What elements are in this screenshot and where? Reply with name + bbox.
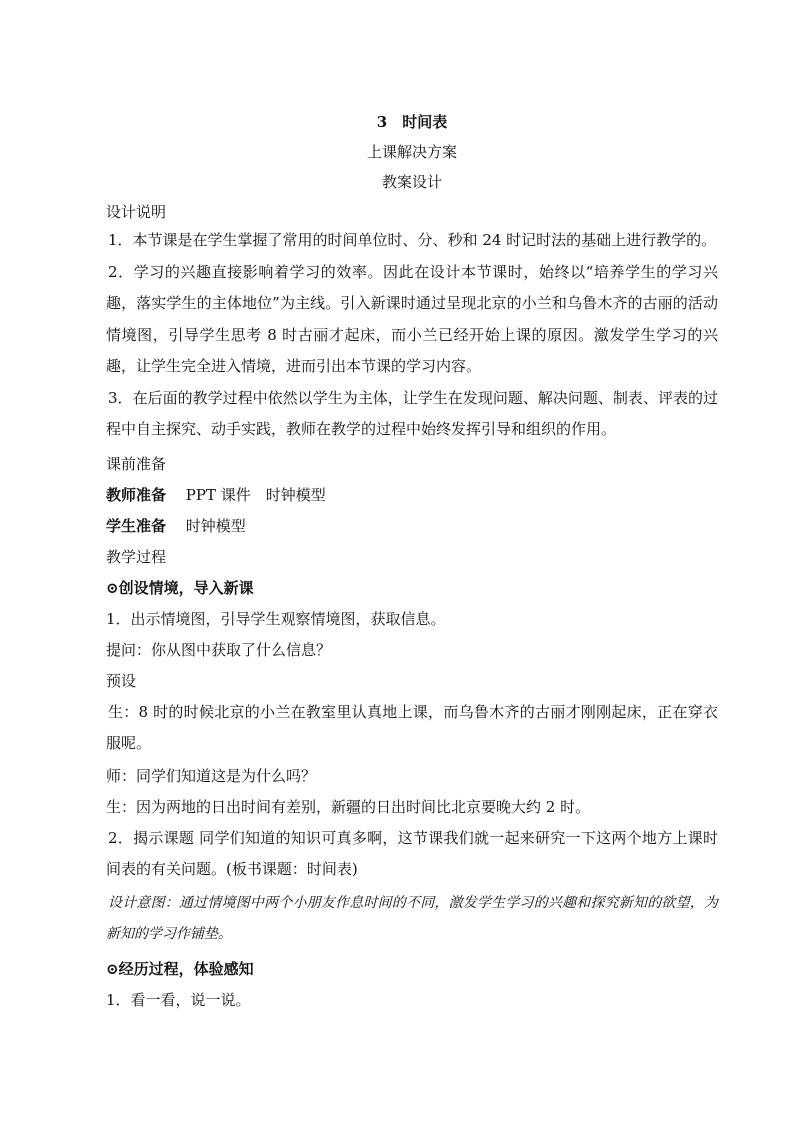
step1-heading: ⊙创设情境，导入新课 — [106, 578, 254, 597]
student-prep-label: 学生准备 — [106, 516, 167, 535]
preset-label: 预设 — [106, 671, 137, 690]
step1-item-1: 1．出示情境图，引导学生观察情境图，获取信息。 — [106, 609, 446, 628]
answer-1: 生：8 时的时候北京的小兰在教室里认真地上课，而乌鲁木齐的古丽才刚刚起床，正在穿衣服呢。 — [106, 702, 718, 752]
prep-heading: 课前准备 — [106, 454, 167, 473]
step2-heading: ⊙经历过程，体验感知 — [106, 959, 254, 978]
document-body — [106, 112, 718, 1010]
section-title: 教案设计 — [381, 173, 442, 191]
teacher-prep-items: PPT 课件 时钟模型 — [185, 485, 326, 504]
design-paragraph-2: 2．学习的兴趣直接影响着学习的效率。因此在设计本节课时，始终以“培养学生的学习兴趣，落实学生的主体地位”为主线。引入新课时通过呈现北京的小兰和乌鲁木齐的古丽的活动情境图，引导学生思考 8 时古丽才起床，而小兰已经开始上课的原因。激发学生学习的兴趣，让学生完全进入情境，进而引出本节课的学习内容。 — [106, 262, 718, 375]
question-1: 提问：你从图中获取了什么信息？ — [106, 640, 332, 659]
design-paragraph-1: 1．本节课是在学生掌握了常用的时间单位时、分、秒和 24 时记时法的基础上进行教学的。 — [108, 231, 717, 249]
teacher-prep — [106, 485, 718, 505]
design-heading: 设计说明 — [106, 203, 167, 221]
step2-item-1: 1．看一看，说一说。 — [106, 990, 251, 1009]
step1-item-2: 2．揭示课题 同学们知道的知识可真多啊，这节课我们就一起来研究一下这两个地方上课时间表的有关问题。(板书课题：时间表) — [106, 828, 718, 878]
teacher-question: 师：同学们知道这是为什么吗？ — [106, 766, 317, 785]
process-heading: 教学过程 — [106, 547, 167, 566]
design-paragraph-3: 3．在后面的教学过程中依然以学生为主体，让学生在发现问题、解决问题、制表、评表的过程中自主探究、动手实践，教师在教学的过程中始终发挥引导和组织的作用。 — [106, 388, 718, 438]
lesson-subtitle: 上课解决方案 — [366, 143, 457, 161]
design-intent: 设计意图：通过情境图中两个小朋友作息时间的不同，激发学生学习的兴趣和探究新知的欲望，为新知的学习作铺垫。 — [106, 894, 718, 942]
teacher-prep-label: 教师准备 — [106, 485, 167, 504]
student-prep — [106, 516, 718, 536]
student-prep-items: 时钟模型 — [185, 516, 246, 535]
answer-2: 生：因为两地的日出时间有差别，新疆的日出时间比北京要晚大约 2 时。 — [106, 797, 591, 816]
lesson-title: 3 时间表 — [376, 113, 448, 131]
